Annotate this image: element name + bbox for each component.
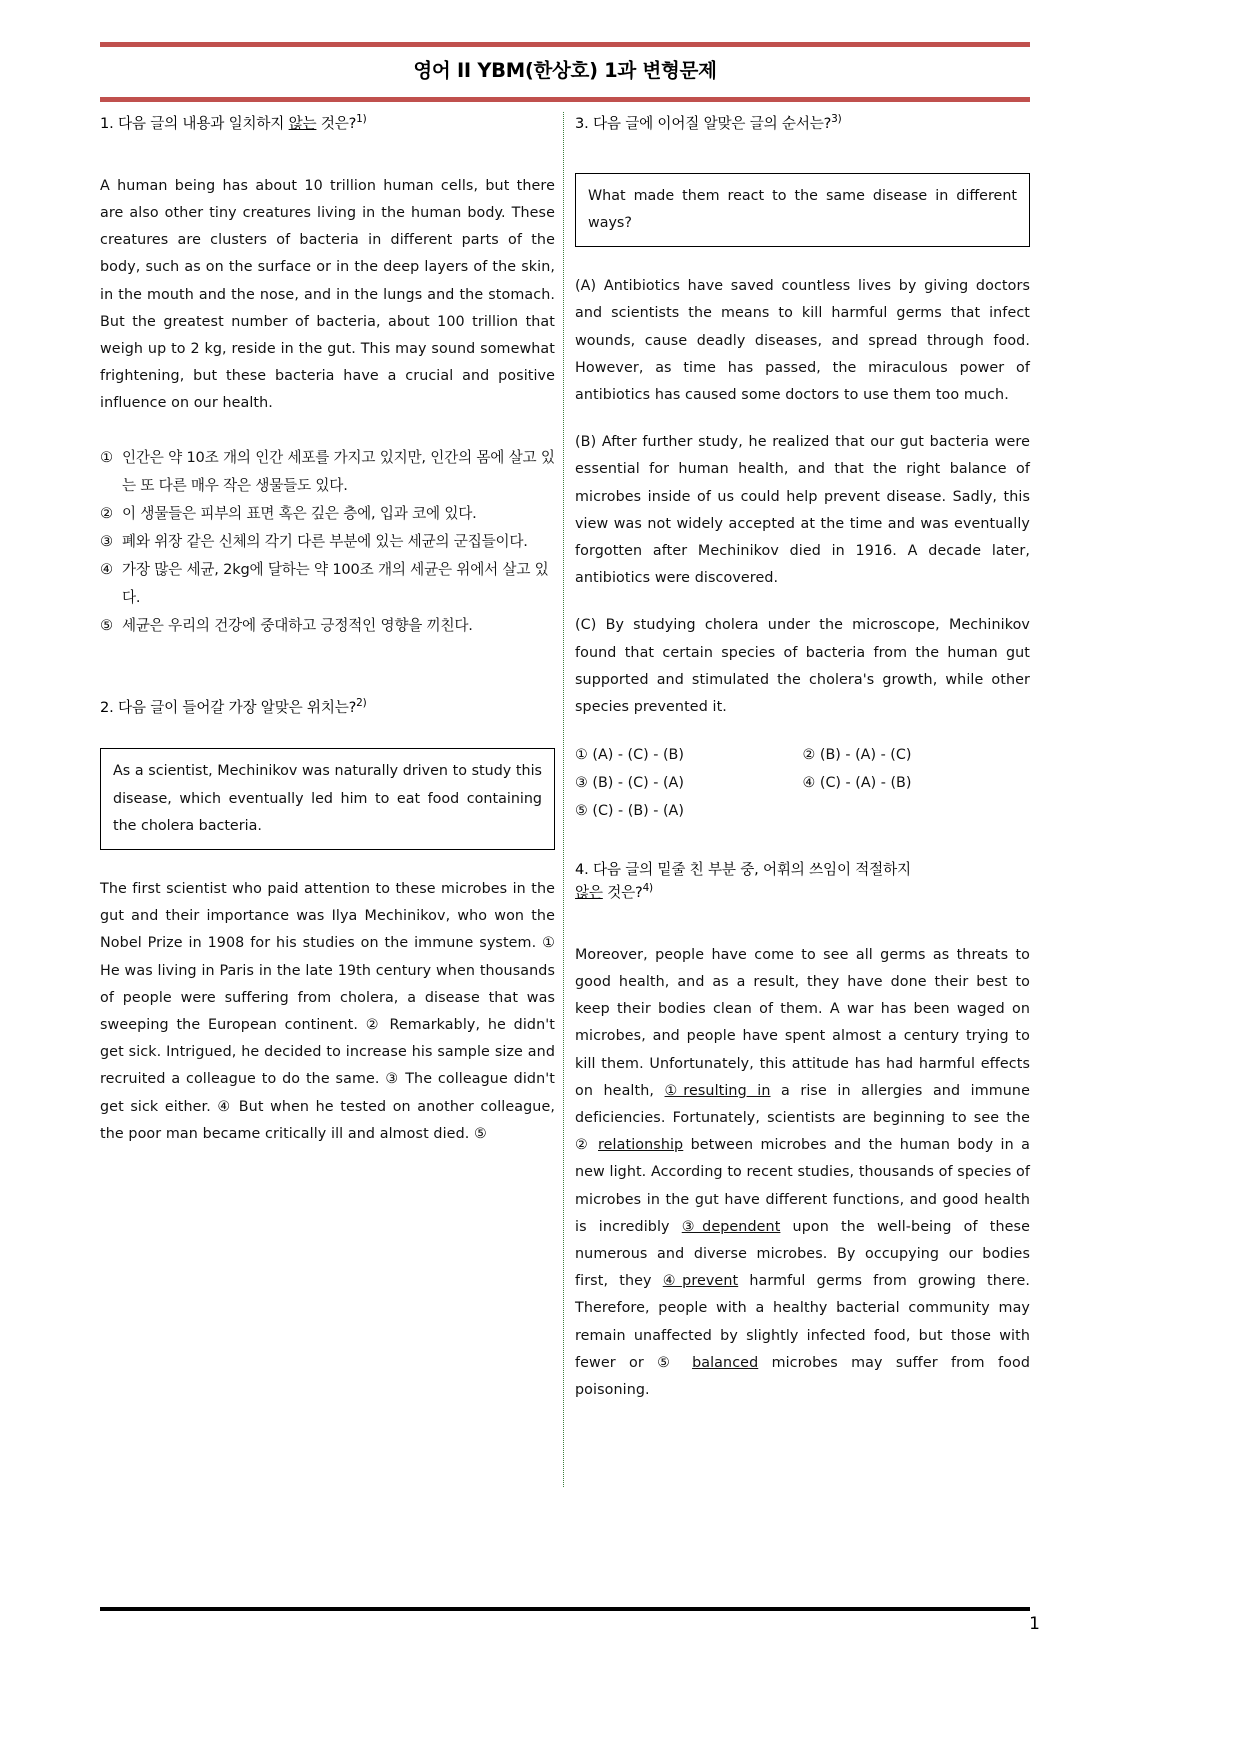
q4-head-underlined: 않은 <box>575 883 603 901</box>
choice-item[interactable] <box>100 500 555 528</box>
q4-segment: microbes may suffer from food poisoning. <box>575 1354 1031 1399</box>
q4-footnote: 4) <box>642 882 653 895</box>
header-rule-bottom <box>100 97 1030 102</box>
choice-row <box>575 741 1030 769</box>
q4-segment: Moreover, people have come to see all germs as threats to good health, and as a result, they have done their best to keep their bodies clean of them. A war has been waged on microbes, and people have spent almost a century trying to kill them. Unfortunately, this attitude has had harmful effects on health, <box>575 946 1030 1099</box>
choice-text: (B) - (A) - (C) <box>819 747 912 764</box>
q4-head-line1: 4. 다음 글의 밑줄 친 부분 중, 어휘의 쓰임이 적절하지 <box>575 861 911 879</box>
choice-row <box>575 797 1030 825</box>
choice-text: 가장 많은 세균, 2kg에 달하는 약 100조 개의 세균은 위에서 살고 있다. <box>122 560 549 606</box>
choice-item[interactable] <box>803 769 1031 797</box>
question-3-box: What made them react to the same disease in different ways? <box>575 173 1030 247</box>
q1-head-suffix: 것은? <box>316 114 357 132</box>
question-2-heading <box>100 696 555 719</box>
question-3-choices <box>575 741 1030 825</box>
choice-text: (B) - (C) - (A) <box>592 775 684 792</box>
question-4-heading <box>575 859 1030 904</box>
choice-item[interactable] <box>100 528 555 556</box>
choice-marker: ④ <box>802 775 816 792</box>
question-1-passage: A human being has about 10 trillion human cells, but there are also other tiny creatures living in the human body. These creatures are clusters of bacteria in different parts of the body, such as on the surface or in the deep layers of the skin, in the mouth and the nose, and in the lungs and the stomach. But the greatest number of bacteria, about 100 trillion that weigh up to 2 kg, reside in the gut. This may sound somewhat frightening, but these bacteria have a crucial and positive influence on our health. <box>100 177 555 412</box>
right-column <box>575 112 1030 1404</box>
q1-head-prefix: 1. 다음 글의 내용과 일치하지 <box>100 114 289 132</box>
choice-marker: ② <box>100 504 113 522</box>
choice-item[interactable] <box>575 797 803 825</box>
choice-text: 이 생물들은 피부의 표면 혹은 깊은 층에, 입과 코에 있다. <box>122 504 477 522</box>
q4-head-suffix: 것은? <box>602 883 643 901</box>
choice-text: 폐와 위장 같은 신체의 각기 다른 부분에 있는 세균의 군집들이다. <box>122 532 528 550</box>
choice-text: 세균은 우리의 건강에 중대하고 긍정적인 영향을 끼친다. <box>122 616 473 634</box>
choice-text: (A) - (C) - (B) <box>592 747 684 764</box>
q4-underlined-3: ③dependent <box>681 1218 781 1235</box>
q4-segment: between microbes and the human body in a new light. According to recent studies, thousands of species of microbes in the gut have different functions, and good health is incredibly <box>575 1137 1031 1235</box>
q4-underlined-4: ④prevent <box>662 1273 739 1290</box>
question-4-passage <box>575 942 1030 1404</box>
choice-item[interactable] <box>100 612 555 640</box>
choice-marker: ⑤ <box>575 803 588 820</box>
question-1-heading <box>100 112 555 135</box>
left-column <box>100 112 555 1148</box>
q1-head-underlined: 않는 <box>288 114 317 132</box>
choice-item-empty <box>803 797 1031 825</box>
choice-marker: ③ <box>100 532 113 550</box>
q4-segment: upon the well-being of these numerous and diverse microbes. By occupying our bodies first, they <box>575 1218 1031 1290</box>
choice-item[interactable] <box>100 444 555 500</box>
q4-segment: a rise in allergies and immune deficiencies. Fortunately, scientists are beginning to see the ② <box>575 1082 1030 1154</box>
question-3-paragraph-c: (C) By studying cholera under the microscope, Mechinikov found that certain species of bacteria from the human gut supported and stimulated the cholera's growth, while other species prevented it. <box>575 617 1030 715</box>
q3-head-text: 3. 다음 글에 이어질 알맞은 글의 순서는? <box>575 114 832 132</box>
choice-row <box>575 769 1030 797</box>
q2-head-text: 2. 다음 글이 들어갈 가장 알맞은 위치는? <box>100 698 357 716</box>
question-1-choices <box>100 444 555 640</box>
question-3-paragraph-a: (A) Antibiotics have saved countless lives by giving doctors and scientists the means to kill harmful germs that infect wounds, cause deadly diseases, and spread through food. However, as time has passed, the miraculous power of antibiotics has caused some doctors to use them too much. <box>575 278 1030 403</box>
header-rule-top <box>100 42 1030 47</box>
page-title: 영어 II YBM(한상호) 1과 변형문제 <box>413 59 717 82</box>
question-3-heading <box>575 112 1030 135</box>
choice-marker: ③ <box>575 775 588 792</box>
choice-text: 인간은 약 10조 개의 인간 세포를 가지고 있지만, 인간의 몸에 살고 있는 또 다른 매우 작은 생물들도 있다. <box>122 448 555 494</box>
choice-marker: ④ <box>100 560 113 578</box>
q2-footnote: 2) <box>356 696 367 709</box>
question-3-paragraph-b: (B) After further study, he realized that our gut bacteria were essential for human health, and that the right balance of microbes inside of us could help prevent disease. Sadly, this view was not widely accepted at the time and was eventually forgotten after Mechinikov died in 1916. A decade later, antibiotics were discovered. <box>575 434 1030 587</box>
choice-marker: ⑤ <box>100 616 113 634</box>
footer-rule <box>100 1607 1030 1611</box>
q4-underlined-2: relationship <box>598 1137 684 1154</box>
choice-item[interactable] <box>575 741 803 769</box>
choice-item[interactable] <box>803 741 1031 769</box>
column-divider <box>563 112 564 1487</box>
choice-text: (C) - (A) - (B) <box>819 775 912 792</box>
page <box>100 0 1040 1752</box>
question-2-passage: The first scientist who paid attention to these microbes in the gut and their importance was Ilya Mechinikov, who won the Nobel Prize in 1908 for his studies on the immune system. ① He was living in Paris in the late 19th century when thousands of people were suffering from cholera, a disease that was sweeping the European continent. ② Remarkably, he didn't get sick. Intrigued, he decided to increase his sample size and recruited a colleague to do the same. ③ The colleague didn't get sick either. ④ But when he tested on another colleague, the poor man became critically ill and almost died. ⑤ <box>100 880 555 1142</box>
q4-underlined-5: balanced <box>692 1354 759 1371</box>
choice-text: (C) - (B) - (A) <box>592 803 684 820</box>
choice-marker: ② <box>802 747 816 764</box>
question-2-box: As a scientist, Mechinikov was naturally driven to study this disease, which eventually led him to eat food containing the cholera bacteria. <box>100 748 555 850</box>
q3-footnote: 3) <box>831 113 842 125</box>
q1-footnote: 1) <box>356 113 367 125</box>
q4-underlined-1: ①resulting in <box>664 1082 771 1099</box>
choice-marker: ① <box>100 448 113 466</box>
choice-marker: ① <box>575 747 588 764</box>
q4-segment: harmful germs from growing there. Therefore, people with a healthy bacterial community may remain unaffected by slightly infected food, but those with fewer or ⑤ <box>575 1273 1030 1371</box>
page-number: 1 <box>1029 1614 1040 1634</box>
choice-item[interactable] <box>575 769 803 797</box>
choice-item[interactable] <box>100 556 555 612</box>
